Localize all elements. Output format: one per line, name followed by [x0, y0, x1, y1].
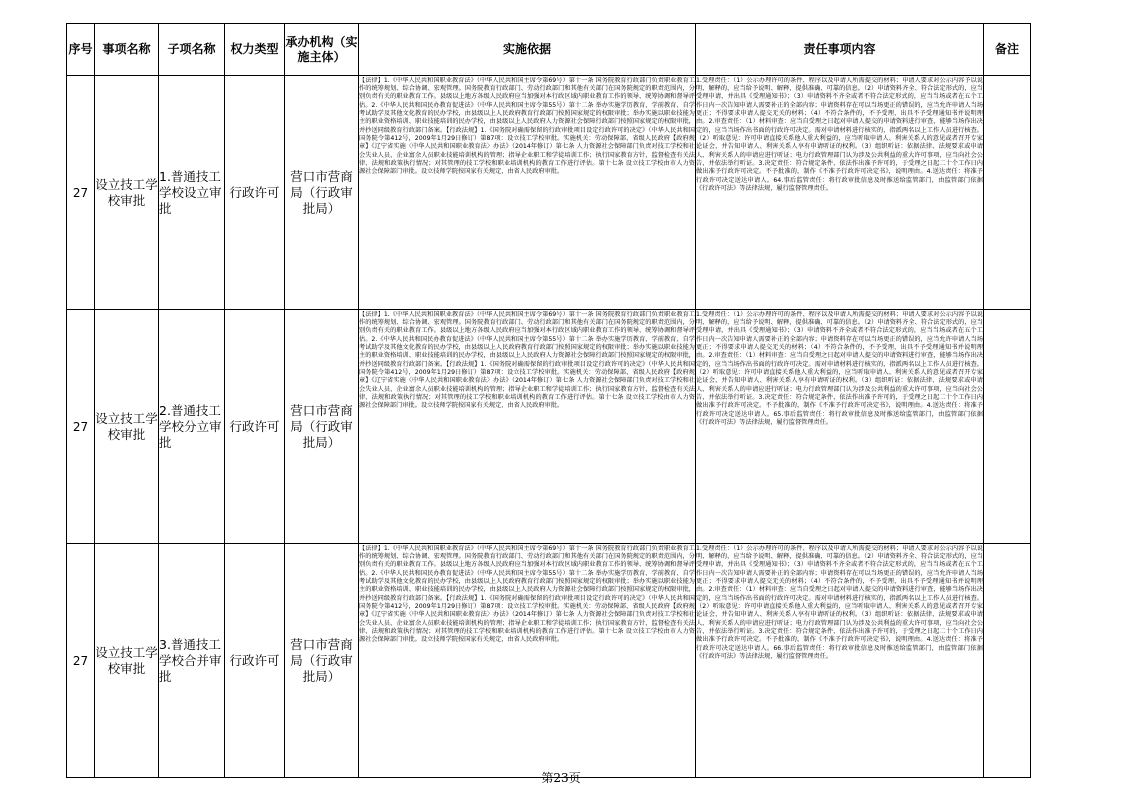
- header-sub: 子项名称: [159, 24, 225, 76]
- cell-sub: 3.普通技工学校合并审批: [159, 544, 225, 778]
- header-note: 备注: [984, 24, 1031, 76]
- cell-basis: [359, 310, 696, 544]
- resp-text: 1.受理责任：（1）公示办理许可的条件、程序以及申请人所需提交的材料；申请人要求对公示内容予以说明、解释的，应当给予说明、解释，提供准确、可靠的信息。（2）申请资料齐全、符合法定形式的，应当受理申请，并出具《受理通知书》；（3）申请资料不齐全或者不符合法定形式的，应当当场或者在五个工作日内一次告知申请人需要补正的全部内容；申请资料存在可以当场更正的错误的，应当允许申请人当场更正；不得要求申请人提交无关的材料；（4）不符合条件的，不予受理，出具不予受理通知书并说明理由。2.审查责任：（1）材料审查：应当自受理之日起对申请人提交的申请资料进行审查，能够当场作出决定的，应当当场作出书面的行政许可决定。需对申请材料进行核实的，指派两名以上工作人员进行核查。（2）听取意见：许可申请直接关系他人重大利益的，应当听取申请人、利害关系人的意见或者召开专家论证会，并告知申请人、利害关系人享有申请听证的权利。（3）组织听证：依据法律、法规要求或申请人、利害关系人的申请应进行听证；电力行政管理部门认为涉及公共利益的重大许可事项，应当向社会公告，并依法举行听证。3.决定责任：符合规定条件、依法作出准予许可的，于受理之日起二十个工作日内做出准予行政许可决定。不予批准的，制作《不准予行政许可决定书》，说明理由。4.送达责任：将准予行政许可决定送达申请人。66.事后监管责任：将行政审批信息及时推送给监管部门，由监管部门依据《行政许可法》等法律法规，履行监督管理责任。: [696, 544, 983, 660]
- resp-text: 1.受理责任：（1）公示办理许可的条件、程序以及申请人所需提交的材料；申请人要求对公示内容予以说明、解释的，应当给予说明、解释，提供准确、可靠的信息。（2）申请资料齐全、符合法定形式的，应当受理申请，并出具《受理通知书》；（3）申请资料不齐全或者不符合法定形式的，应当当场或者在五个工作日内一次告知申请人需要补正的全部内容；申请资料存在可以当场更正的错误的，应当允许申请人当场更正；不得要求申请人提交无关的材料；（4）不符合条件的，不予受理，出具不予受理通知书并说明理由。2.审查责任：（1）材料审查：应当自受理之日起对申请人提交的申请资料进行审查，能够当场作出决定的，应当当场作出书面的行政许可决定。需对申请材料进行核实的，指派两名以上工作人员进行核查。（2）听取意见：许可申请直接关系他人重大利益的，应当听取申请人、利害关系人的意见或者召开专家论证会，并告知申请人、利害关系人享有申请听证的权利。（3）组织听证：依据法律、法规要求或申请人、利害关系人的申请应进行听证；电力行政管理部门认为涉及公共利益的重大许可事项，应当向社会公告，并依法举行听证。3.决定责任：符合规定条件、依法作出准予许可的，于受理之日起二十个工作日内做出准予行政许可决定。不予批准的，制作《不准予行政许可决定书》，说明理由。4.送达责任：将准予行政许可决定送达申请人。65.事后监管责任：将行政审批信息及时推送给监管部门，由监管部门依据《行政许可法》等法律法规，履行监督管理责任。: [696, 310, 983, 426]
- responsibility-table: [66, 23, 1031, 778]
- cell-note: [984, 544, 1031, 778]
- cell-type: 行政许可: [225, 76, 285, 310]
- cell-basis: [359, 544, 696, 778]
- cell-type: 行政许可: [225, 544, 285, 778]
- basis-text: 【法律】1.《中华人民共和国职业教育法》（中华人民共和国主席令第69号）第十一条 国务院教育行政部门负责职业教育工作的统筹规划、综合协调、宏观管理。国务院教育行政部门、劳动行政部门和其他有关部门在国务院规定的职责范围内，分别负责有关的职业教育工作。县级以上地方各级人民政府应当加强对本行政区域内职业教育工作的领导、统筹协调和督导评估。2.《中华人民共和国民办教育促进法》（中华人民共和国主席令第55号）第十二条 举办实施学历教育、学前教育、自学考试助学及其他文化教育的民办学校，由县级以上人民政府教育行政部门按照国家规定的权限审批；举办实施以职业技能为主的职业资格培训、职业技能培训的民办学校，由县级以上人民政府人力资源社会保障行政部门按照国家规定的权限审批，并抄送同级教育行政部门备案。【行政法规】1.《国务院对确需保留的行政审批项目设定行政许可的决定》（中华人民共和国国务院令第412号，2009年1月29日修订）第87项：设立技工学校审批。实施机关：劳动保障部、省级人民政府【政府规章】《辽宁省实施〈中华人民共和国职业教育法〉办法》（2014年修订）第七条 人力资源社会保障部门负责对技工学校和社会失业人员、企业富余人员职业技能培训机构的管理；指导企业职工和学徒培训工作；执行国家教育方针，监督检查有关法律、法规和政策执行情况；对其管理的技工学校和职业培训机构的教育工作进行评估。第十七条 设立技工学校由市人力资源社会保障部门审批。设立技师学院按国家有关规定，由省人民政府审批。: [359, 544, 695, 644]
- cell-org: 营口市营商局（行政审批局）: [285, 76, 359, 310]
- cell-item: 设立技工学校审批: [95, 544, 159, 778]
- header-basis: 实施依据: [359, 24, 696, 76]
- cell-resp: [696, 310, 984, 544]
- cell-note: [984, 76, 1031, 310]
- cell-no: 27: [67, 310, 95, 544]
- cell-sub: 1.普通技工学校设立审批: [159, 76, 225, 310]
- cell-item: 设立技工学校审批: [95, 76, 159, 310]
- cell-resp: [696, 544, 984, 778]
- header-type: 权力类型: [225, 24, 285, 76]
- table-row: [67, 544, 1031, 778]
- header-no: 序号: [67, 24, 95, 76]
- basis-text: 【法律】1.《中华人民共和国职业教育法》（中华人民共和国主席令第69号）第十一条 国务院教育行政部门负责职业教育工作的统筹规划、综合协调、宏观管理。国务院教育行政部门、劳动行政部门和其他有关部门在国务院规定的职责范围内，分别负责有关的职业教育工作。县级以上地方各级人民政府应当加强对本行政区域内职业教育工作的领导、统筹协调和督导评估。2.《中华人民共和国民办教育促进法》（中华人民共和国主席令第55号）第十二条 举办实施学历教育、学前教育、自学考试助学及其他文化教育的民办学校，由县级以上人民政府教育行政部门按照国家规定的权限审批；举办实施以职业技能为主的职业资格培训、职业技能培训的民办学校，由县级以上人民政府人力资源社会保障行政部门按照国家规定的权限审批，并抄送同级教育行政部门备案。【行政法规】1.《国务院对确需保留的行政审批项目设定行政许可的决定》（中华人民共和国国务院令第412号，2009年1月29日修订）第87项：设立技工学校审批。实施机关：劳动保障部、省级人民政府【政府规章】《辽宁省实施〈中华人民共和国职业教育法〉办法》（2014年修订）第七条 人力资源社会保障部门负责对技工学校和社会失业人员、企业富余人员职业技能培训机构的管理；指导企业职工和学徒培训工作；执行国家教育方针，监督检查有关法律、法规和政策执行情况；对其管理的技工学校和职业培训机构的教育工作进行评估。第十七条 设立技工学校由市人力资源社会保障部门审批。设立技师学院按国家有关规定，由省人民政府审批。: [359, 76, 695, 176]
- cell-note: [984, 310, 1031, 544]
- table-row: [67, 76, 1031, 310]
- cell-sub: 2.普通技工学校分立审批: [159, 310, 225, 544]
- header-resp: 责任事项内容: [696, 24, 984, 76]
- cell-org: 营口市营商局（行政审批局）: [285, 310, 359, 544]
- header-item: 事项名称: [95, 24, 159, 76]
- cell-no: 27: [67, 76, 95, 310]
- header-row: [67, 24, 1031, 76]
- basis-text: 【法律】1.《中华人民共和国职业教育法》（中华人民共和国主席令第69号）第十一条 国务院教育行政部门负责职业教育工作的统筹规划、综合协调、宏观管理。国务院教育行政部门、劳动行政部门和其他有关部门在国务院规定的职责范围内，分别负责有关的职业教育工作。县级以上地方各级人民政府应当加强对本行政区域内职业教育工作的领导、统筹协调和督导评估。2.《中华人民共和国民办教育促进法》（中华人民共和国主席令第55号）第十二条 举办实施学历教育、学前教育、自学考试助学及其他文化教育的民办学校，由县级以上人民政府教育行政部门按照国家规定的权限审批；举办实施以职业技能为主的职业资格培训、职业技能培训的民办学校，由县级以上人民政府人力资源社会保障行政部门按照国家规定的权限审批，并抄送同级教育行政部门备案。【行政法规】1.《国务院对确需保留的行政审批项目设定行政许可的决定》（中华人民共和国国务院令第412号，2009年1月29日修订）第87项：设立技工学校审批。实施机关：劳动保障部、省级人民政府【政府规章】《辽宁省实施〈中华人民共和国职业教育法〉办法》（2014年修订）第七条 人力资源社会保障部门负责对技工学校和社会失业人员、企业富余人员职业技能培训机构的管理；指导企业职工和学徒培训工作；执行国家教育方针，监督检查有关法律、法规和政策执行情况；对其管理的技工学校和职业培训机构的教育工作进行评估。第十七条 设立技工学校由市人力资源社会保障部门审批。设立技师学院按国家有关规定，由省人民政府审批。: [359, 310, 695, 410]
- cell-resp: [696, 76, 984, 310]
- cell-item: 设立技工学校审批: [95, 310, 159, 544]
- table-row: [67, 310, 1031, 544]
- page-number: 第23页: [541, 771, 581, 785]
- cell-org: 营口市营商局（行政审批局）: [285, 544, 359, 778]
- cell-no: 27: [67, 544, 95, 778]
- cell-basis: [359, 76, 696, 310]
- header-org: 承办机构（实施主体）: [285, 24, 359, 76]
- resp-text: 1.受理责任：（1）公示办理许可的条件、程序以及申请人所需提交的材料；申请人要求对公示内容予以说明、解释的，应当给予说明、解释，提供准确、可靠的信息。（2）申请资料齐全、符合法定形式的，应当受理申请，并出具《受理通知书》；（3）申请资料不齐全或者不符合法定形式的，应当当场或者在五个工作日内一次告知申请人需要补正的全部内容；申请资料存在可以当场更正的错误的，应当允许申请人当场更正；不得要求申请人提交无关的材料；（4）不符合条件的，不予受理，出具不予受理通知书并说明理由。2.审查责任：（1）材料审查：应当自受理之日起对申请人提交的申请资料进行审查，能够当场作出决定的，应当当场作出书面的行政许可决定。需对申请材料进行核实的，指派两名以上工作人员进行核查。（2）听取意见：许可申请直接关系他人重大利益的，应当听取申请人、利害关系人的意见或者召开专家论证会，并告知申请人、利害关系人享有申请听证的权利。（3）组织听证：依据法律、法规要求或申请人、利害关系人的申请应进行听证；电力行政管理部门认为涉及公共利益的重大许可事项，应当向社会公告，并依法举行听证。3.决定责任：符合规定条件、依法作出准予许可的，于受理之日起二十个工作日内做出准予行政许可决定。不予批准的，制作《不准予行政许可决定书》，说明理由。4.送达责任：将准予行政许可决定送达申请人。64.事后监管责任：将行政审批信息及时推送给监管部门，由监管部门依据《行政许可法》等法律法规，履行监督管理责任。: [696, 76, 983, 192]
- cell-type: 行政许可: [225, 310, 285, 544]
